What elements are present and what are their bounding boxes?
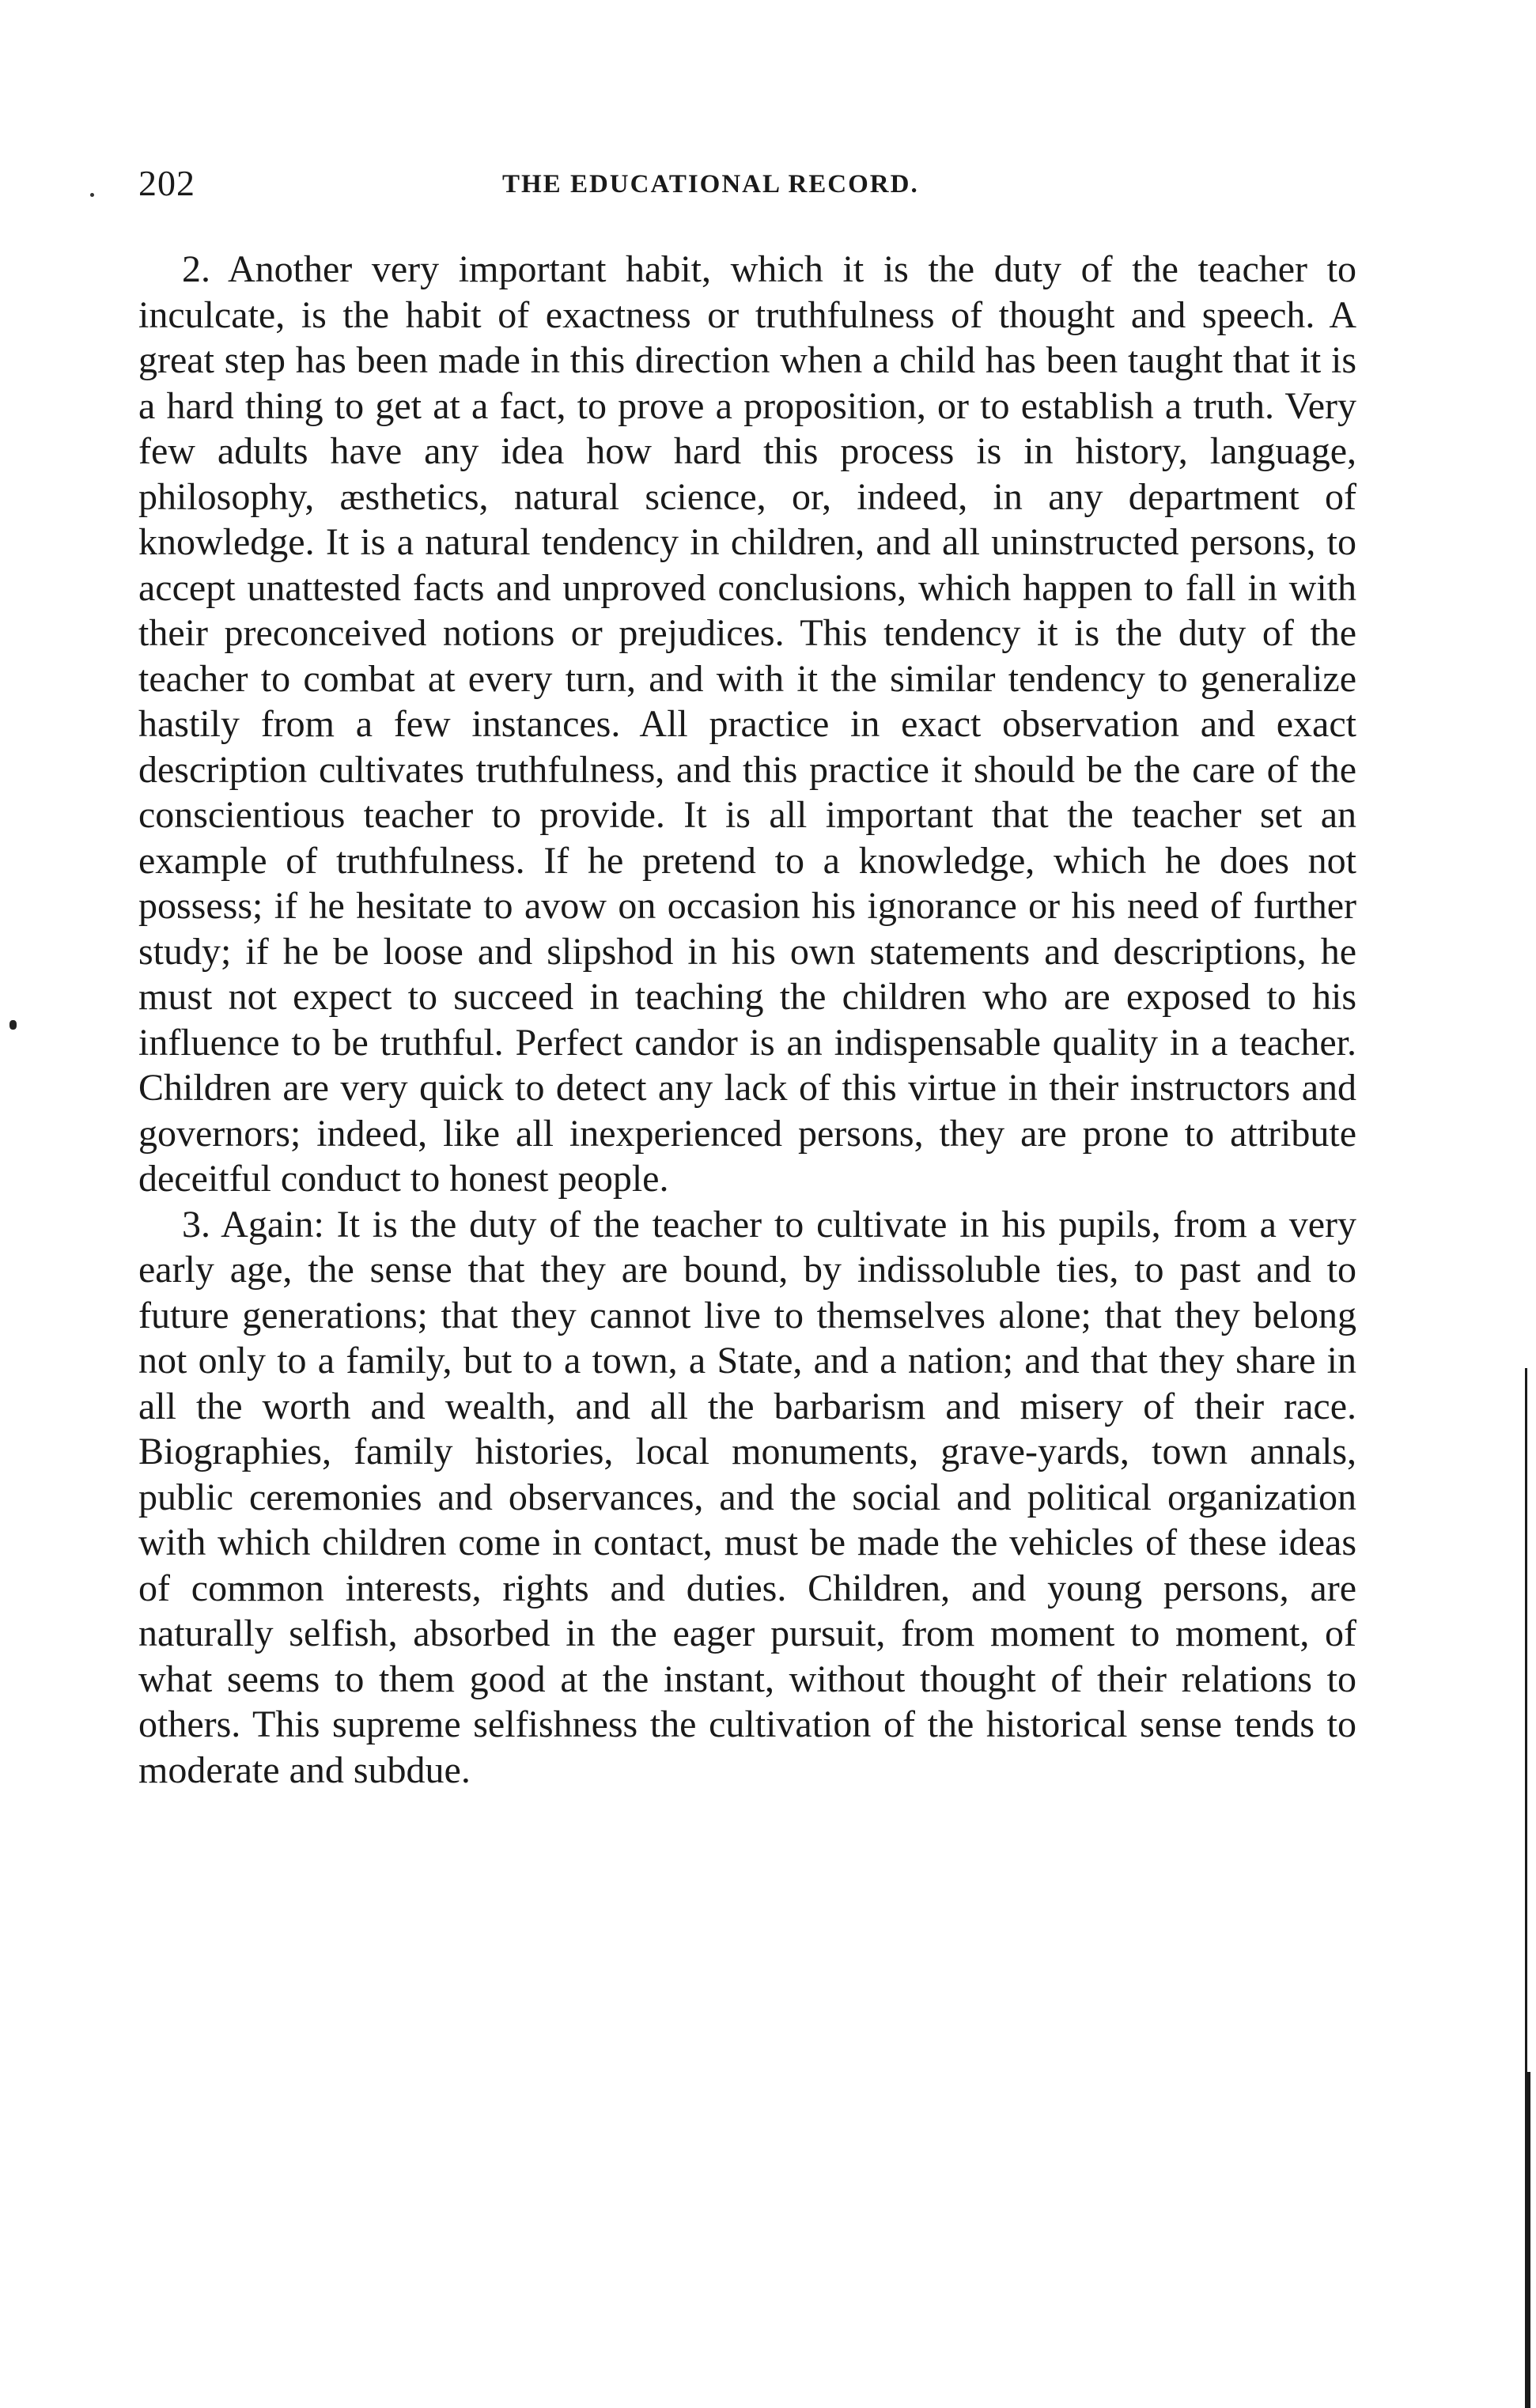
page-header: [138, 162, 1372, 210]
scan-edge-line: [1527, 2072, 1530, 2408]
margin-mark: [90, 193, 94, 197]
body-text: [138, 247, 1356, 1793]
page-number: 202: [138, 163, 195, 203]
margin-mark: [9, 1020, 17, 1030]
paragraph-historical-sense: 3. Again: It is the duty of the teacher to cultivate in his pupils, from a very early age, the sense that they are bound, by indissoluble ties, to past and to future generations; that they cannot live to themselves alone; that they belong not only to a family, but to a town, a State, and a nation; and that they share in all the worth and wealth, and all the barbarism and misery of their race. Biographies, family histories, local monuments, grave-yards, town annals, public ceremonies and observances, and the social and political organization with which children come in contact, must be made the vehicles of these ideas of common interests, rights and duties. Children, and young persons, are naturally selfish, absorbed in the eager pursuit, from moment to moment, of what seems to them good at the instant, without thought of their relations to others. This supreme selfishness the cultivation of the historical sense tends to moderate and subdue.: [138, 1203, 1356, 1791]
paragraph-habit-of-truthfulness: 2. Another very important habit, which it is the duty of the teacher to inculcate, is the habit of exactness or truthfulness of thought and speech. A great step has been made in this direction when a child has been taught that it is a hard thing to get at a fact, to prove a proposition, or to establish a truth. Very few adults have any idea how hard this process is in history, language, philosophy, æsthetics, natural science, or, indeed, in any department of knowledge. It is a natural tendency in children, and all uninstructed persons, to accept unattested facts and unproved conclusions, which happen to fall in with their preconceived notions or prejudices. This tendency it is the duty of the teacher to combat at every turn, and with it the similar tendency to generalize hastily from a few instances. All practice in exact observation and exact description cultivates truthfulness, and this practice it should be the care of the conscientious teacher to provide. It is all important that the teacher set an example of truthfulness. If he pretend to a knowledge, which he does not possess; if he hesitate to avow on occasion his ignorance or his need of further study; if he be loose and slipshod in his own statements and descriptions, he must not expect to succeed in teaching the children who are exposed to his influence to be truthful. Perfect candor is an indispensable quality in a teacher. Children are very quick to detect any lack of this virtue in their instructors and governors; indeed, like all inexperienced persons, they are prone to attribute deceitful conduct to honest people.: [138, 248, 1356, 1200]
running-title: THE EDUCATIONAL RECORD.: [502, 170, 919, 198]
